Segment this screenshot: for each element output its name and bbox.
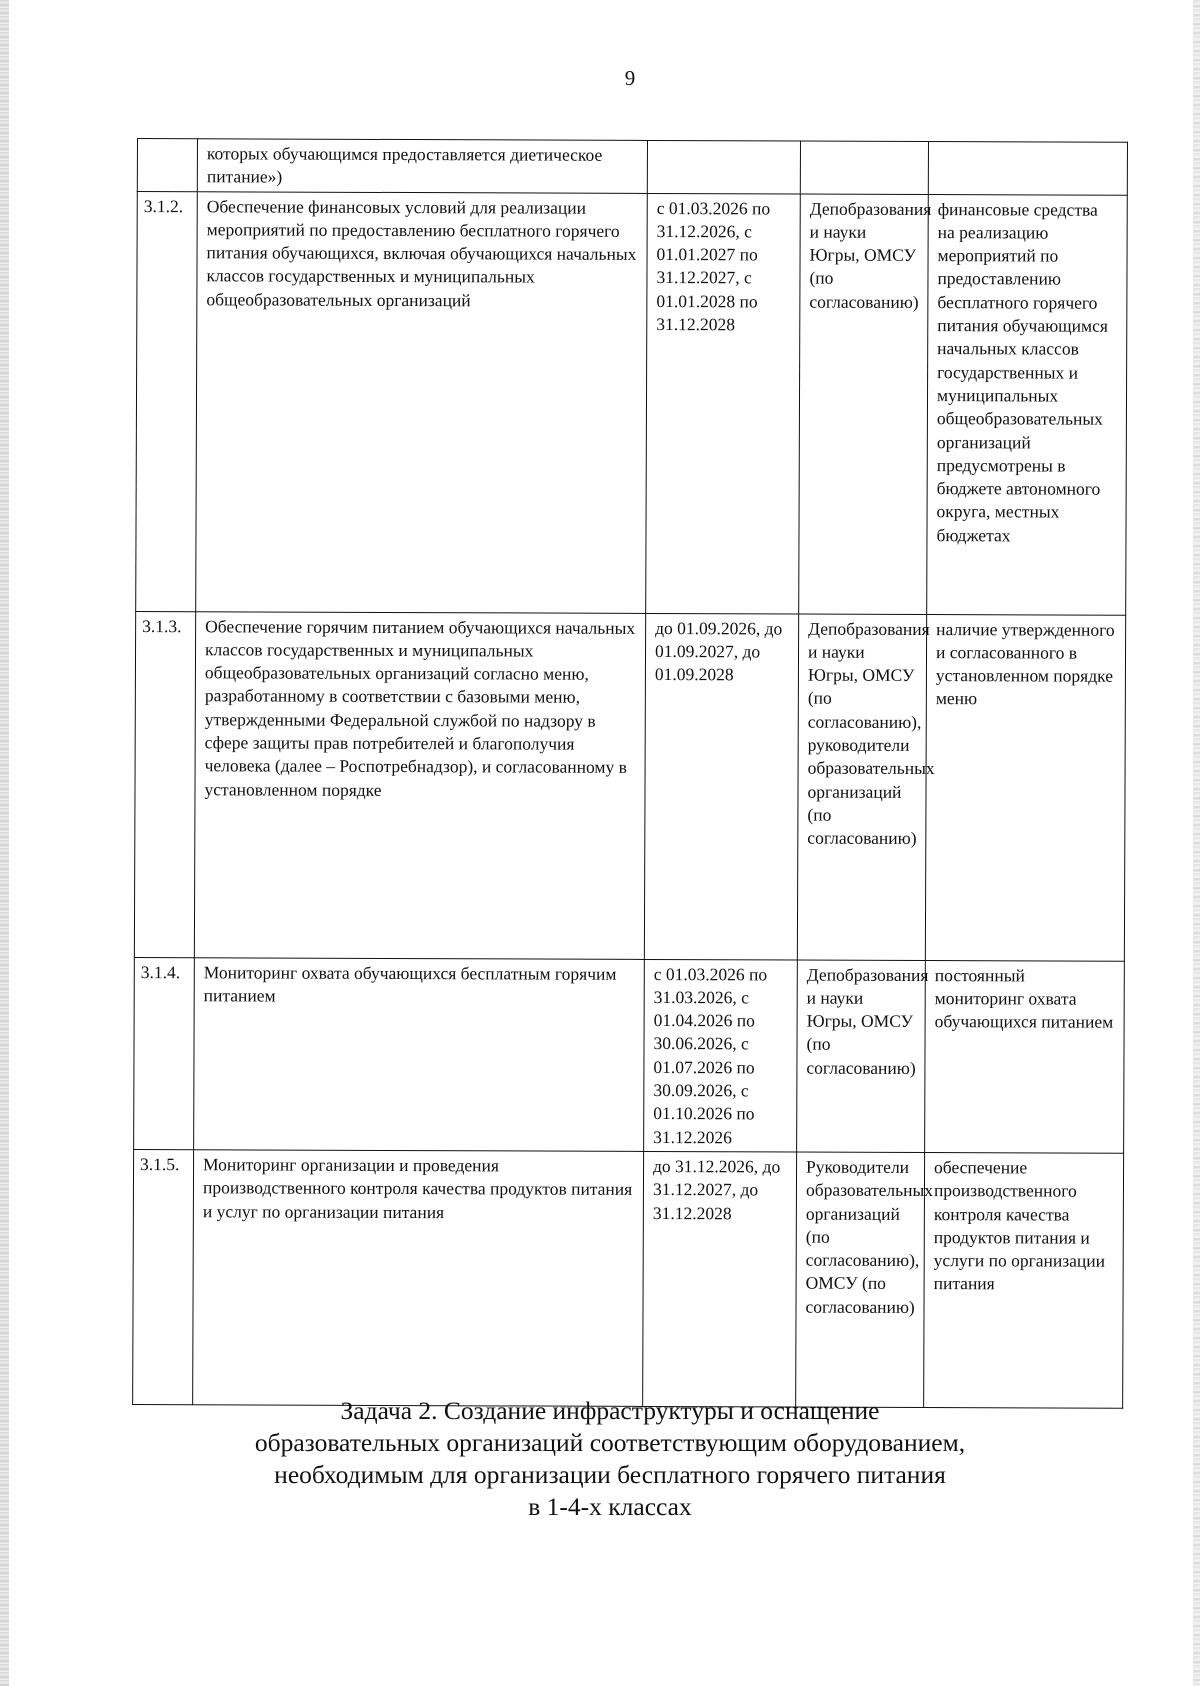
scan-edge-left <box>0 0 9 1686</box>
table-row <box>137 139 1127 195</box>
page-number: 9 <box>624 66 636 90</box>
responsible-cell: Руководители образовательных организаций (по согласованию), ОМСУ (по согласованию) <box>796 1152 925 1407</box>
dates-cell: с 01.03.2026 по 31.12.2026, с 01.01.2027 по 31.12.2027, с 01.01.2028 по 31.12.2028 <box>646 193 801 614</box>
result-cell: постоянный мониторинг охвата обучающихся питанием <box>925 960 1125 1153</box>
row-number <box>137 139 197 192</box>
measure-cell: Мониторинг охвата обучающихся бесплатным горячим питанием <box>194 957 645 1151</box>
heading-line: Задача 2. Создание инфраструктуры и оснащение <box>340 1396 880 1425</box>
measure-cell: которых обучающимся предоставляется диетическое питание») <box>197 139 647 193</box>
row-number: 3.1.3. <box>134 611 195 957</box>
row-number: 3.1.2. <box>136 191 198 611</box>
result-cell: наличие утвержденного и согласованного в установленном порядке меню <box>925 614 1125 961</box>
responsible-cell: Депобразования и науки Югры, ОМСУ (по согласованию) <box>799 194 929 614</box>
responsible-cell <box>800 141 928 194</box>
dates-cell: до 01.09.2026, до 01.09.2027, до 01.09.2028 <box>644 613 798 960</box>
measure-cell: Обеспечение горячим питанием обучающихся начальных классов государственных и муниципальных общеобразовательных организаций согласно меню, разработанному в соответствии с базовыми меню, утвержденными Федеральной службой по надзору в сфере защиты прав потребителей и благополучия человека (далее – Роспотребнадзор), и согласованному в установленном порядке <box>194 611 645 959</box>
measure-cell: Обеспечение финансовых условий для реализации мероприятий по предоставлению бесплатного горячего питания обучающихся, включая обучающихся начальных классов государственных и муниципальных общеобразовательных организаций <box>196 191 648 613</box>
section-heading <box>150 1395 1070 1523</box>
table-row <box>136 191 1128 615</box>
responsible-cell: Депобразования и науки Югры, ОМСУ (по согласованию), руководители образовательных организаций (по согласованию) <box>797 614 926 960</box>
table-row <box>134 957 1125 1153</box>
dates-cell <box>647 140 800 193</box>
scan-edge-right <box>1193 0 1200 1686</box>
measures-table <box>132 138 1128 1409</box>
measure-cell: Мониторинг организации и проведения производственного контроля качества продуктов питания и услуг по организации питания <box>193 1150 644 1407</box>
heading-line: необходимым для организации бесплатного горячего питания <box>274 1460 946 1489</box>
dates-cell: до 31.12.2026, до 31.12.2027, до 31.12.2028 <box>643 1151 797 1407</box>
heading-line: в 1-4-х классах <box>528 1492 692 1521</box>
row-number: 3.1.5. <box>133 1149 194 1404</box>
table-row <box>133 1149 1124 1408</box>
result-cell: финансовые средства на реализацию мероприятий по предоставлению бесплатного горячего питания обучающимся начальных классов государственных и муниципальных общеобразовательных организаций предусмотрены в бюджете автономного округа, местных бюджетах <box>927 194 1128 615</box>
responsible-cell: Депобразования и науки Югры, ОМСУ (по согласованию) <box>797 960 926 1153</box>
heading-line: образовательных организаций соответствующим оборудованием, <box>254 1428 966 1457</box>
dates-cell: с 01.03.2026 по 31.03.2026, с 01.04.2026 по 30.06.2026, с 01.07.2026 по 30.09.2026, с 01.10.2026 по 31.12.2026 <box>644 959 798 1152</box>
table-row <box>134 611 1125 961</box>
row-number: 3.1.4. <box>134 957 195 1150</box>
result-cell: обеспечение производственного контроля качества продуктов питания и услуги по организации питания <box>924 1153 1124 1409</box>
result-cell <box>928 142 1127 195</box>
